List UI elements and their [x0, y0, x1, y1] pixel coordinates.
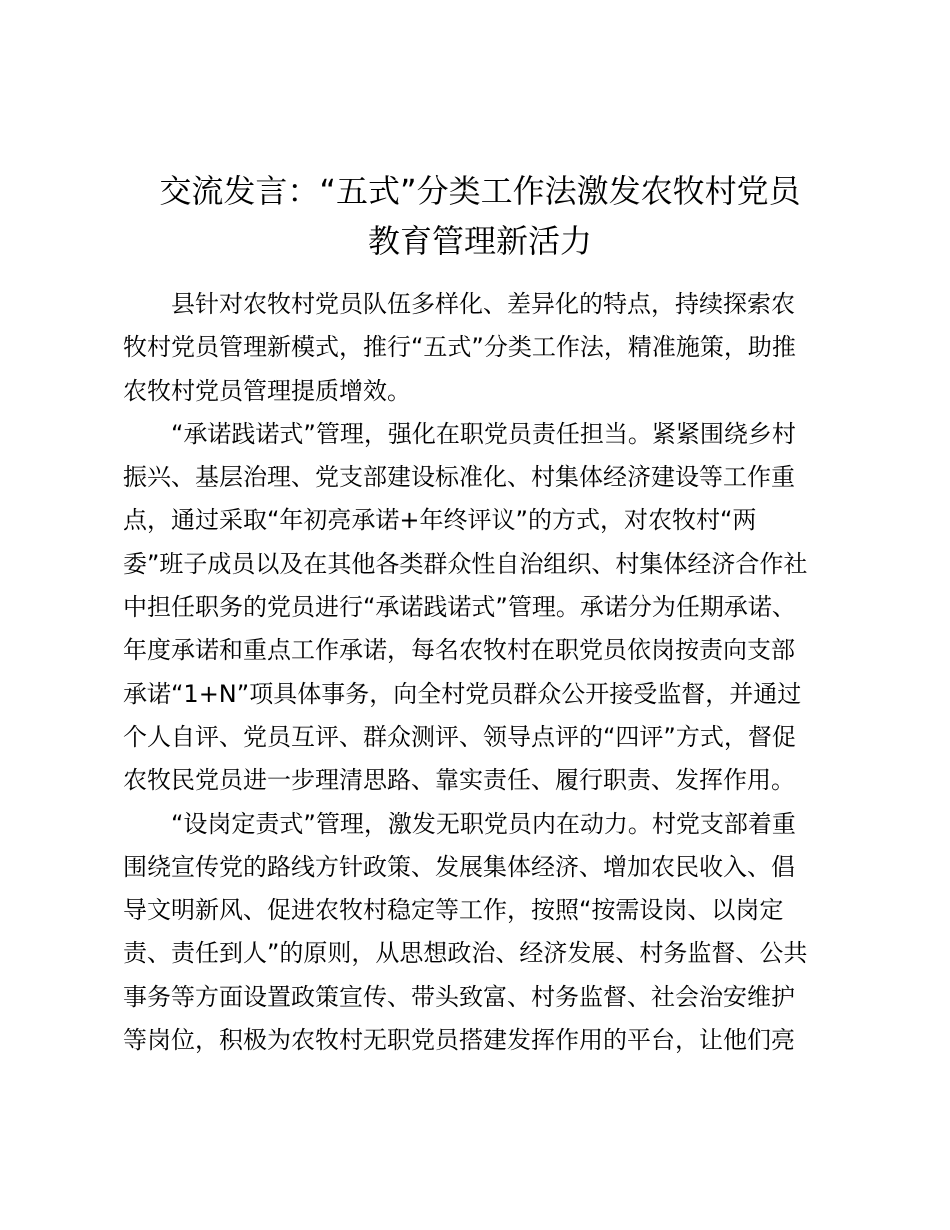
paragraph-line: 农牧民党员进一步理清思路、靠实责任、履行职责、发挥作用。: [123, 766, 795, 795]
paragraph-line: 事务等方面设置政策宣传、带头致富、村务监督、社会治安维护: [123, 982, 795, 1011]
paragraph-line: 等岗位，积极为农牧村无职党员搭建发挥作用的平台，让他们亮: [123, 1026, 795, 1055]
paragraph-line: 导文明新风、促进农牧村稳定等工作，按照“按需设岗、以岗定: [123, 896, 784, 925]
document-title: [110, 166, 850, 266]
paragraph-line: 个人自评、党员互评、群众测评、领导点评的“四评”方式，督促: [123, 722, 796, 751]
paragraph-line: 牧村党员管理新模式，推行“五式”分类工作法，精准施策，助推: [123, 333, 796, 362]
paragraph-2: [123, 413, 838, 803]
paragraph-3: [123, 803, 838, 1063]
paragraph-line: 振兴、基层治理、党支部建设标准化、村集体经济建设等工作重: [123, 463, 795, 492]
title-line-2: 教育管理新活力: [367, 222, 592, 260]
paragraph-line: 承诺“1+N”项具体事务，向全村党员群众公开接受监督，并通过: [123, 679, 802, 708]
title-line-1: 交流发言：“五式”分类工作法激发农牧村党员: [159, 172, 801, 210]
document-body: [123, 283, 838, 1062]
paragraph-line: 中担任职务的党员进行“承诺践诺式”管理。承诺分为任期承诺、: [123, 593, 796, 622]
paragraph-line: 县针对农牧村党员队伍多样化、差异化的特点，持续探索农: [171, 290, 795, 318]
paragraph-line: “承诺践诺式”管理，强化在职党员责任担当。紧紧围绕乡村: [171, 419, 796, 448]
paragraph-line: 围绕宣传党的路线方针政策、发展集体经济、增加农民收入、倡: [123, 852, 795, 881]
paragraph-line: 年度承诺和重点工作承诺，每名农牧村在职党员依岗按责向支部: [123, 636, 795, 665]
paragraph-line: 点，通过采取“年初亮承诺+年终评议”的方式，对农牧村“两: [123, 506, 757, 535]
paragraph-line: 责、责任到人”的原则，从思想政治、经济发展、村务监督、公共: [123, 939, 808, 968]
paragraph-line: “设岗定责式”管理，激发无职党员内在动力。村党支部着重: [171, 809, 796, 838]
paragraph-line: 委”班子成员以及在其他各类群众性自治组织、村集体经济合作社: [123, 549, 808, 578]
paragraph-1: [123, 283, 838, 413]
paragraph-line: 农牧村党员管理提质增效。: [123, 376, 411, 405]
